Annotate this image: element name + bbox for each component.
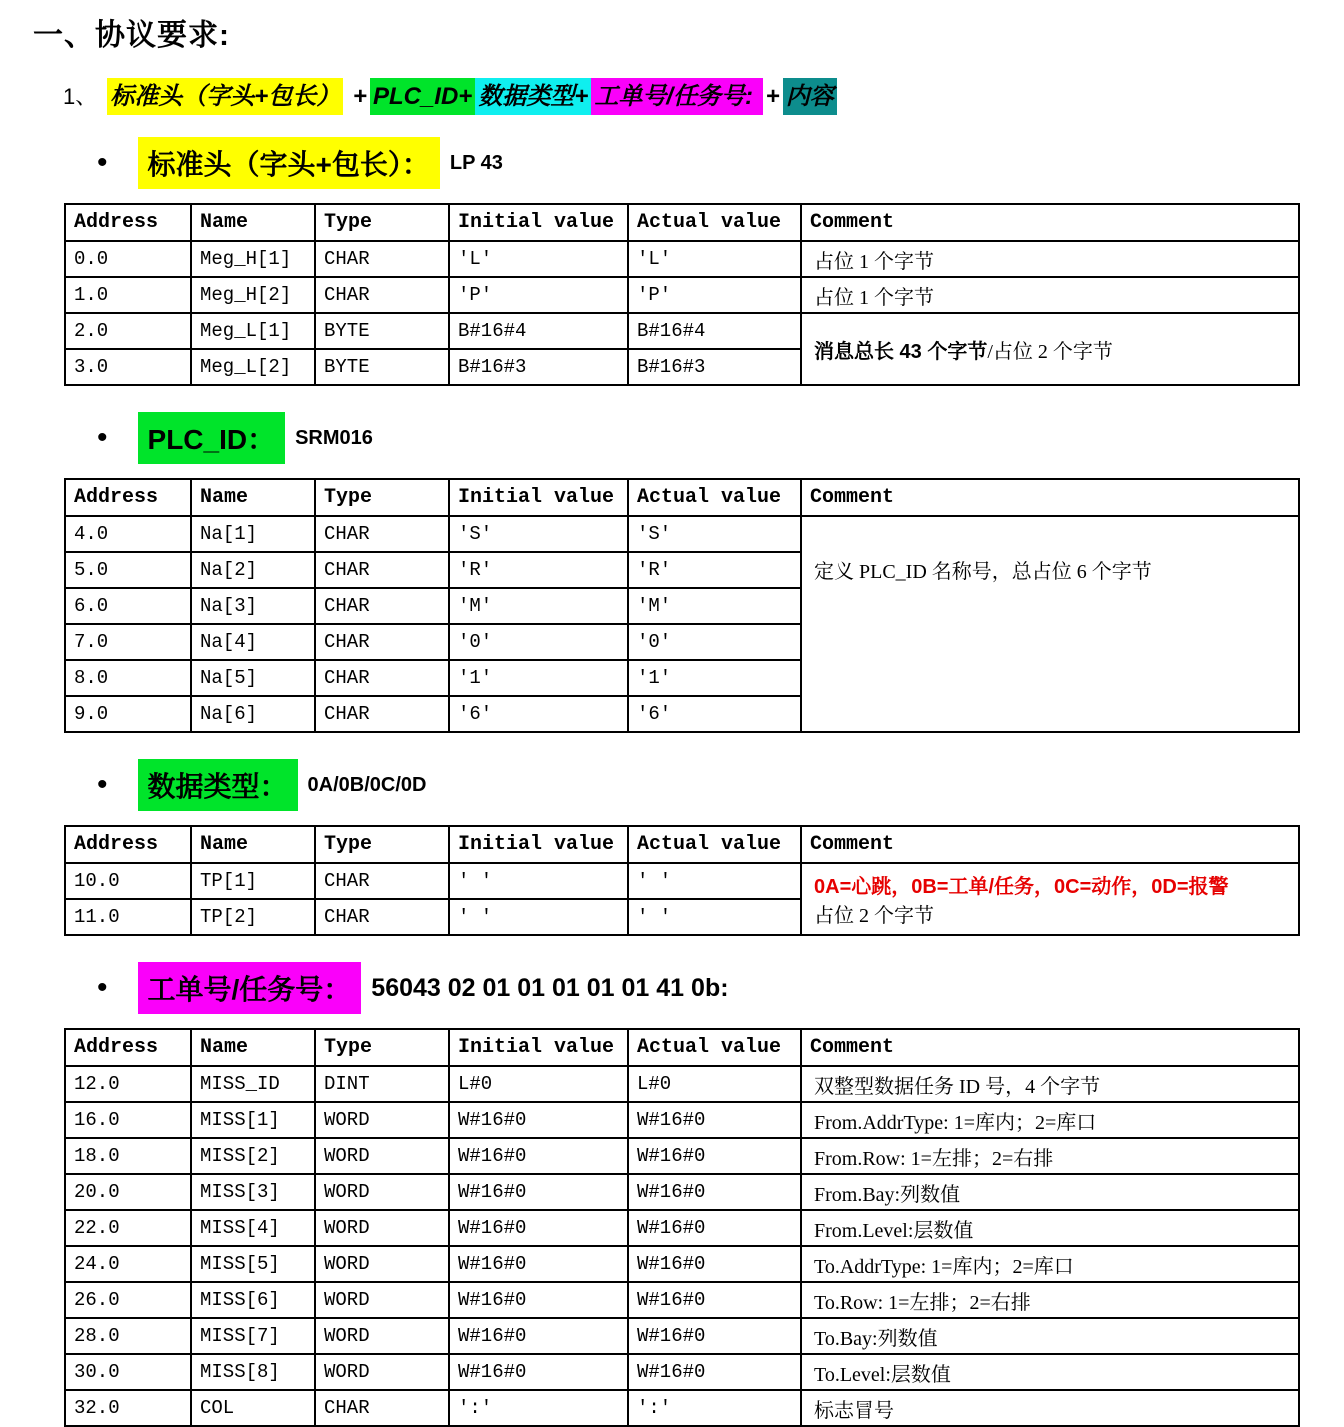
- section-heading: [97, 759, 1344, 811]
- column-header: Address: [65, 479, 191, 516]
- page-title: 一、协议要求:: [33, 19, 230, 52]
- comment-text: 消息总长 43 个字节: [814, 340, 988, 363]
- table-cell: 1.0: [65, 277, 191, 313]
- bullet-icon: •: [97, 421, 108, 454]
- comment-text: 占位 2 个字节: [814, 905, 934, 927]
- table-cell: 32.0: [65, 1390, 191, 1426]
- table-cell: 'P': [628, 277, 801, 313]
- formula-segment: 数据类型+: [475, 78, 591, 115]
- comment-text: From.Row: 1=左排；2=右排: [814, 1147, 1054, 1170]
- table-row: [65, 1174, 1299, 1210]
- table-cell: B#16#4: [628, 313, 801, 349]
- formula-segments: [107, 78, 836, 115]
- table-cell: 8.0: [65, 660, 191, 696]
- comment-cell: [801, 1102, 1299, 1138]
- table-cell: L#0: [449, 1066, 628, 1102]
- table-cell: '0': [628, 624, 801, 660]
- comment-text: From.Level:层数值: [814, 1219, 974, 1242]
- table-cell: 3.0: [65, 349, 191, 385]
- comment-text: To.Row: 1=左排；2=右排: [814, 1291, 1031, 1314]
- comment-text: 双整型数据任务 ID 号，4 个字节: [814, 1075, 1101, 1098]
- comment-cell: [801, 1210, 1299, 1246]
- comment-cell: [801, 516, 1299, 732]
- table-cell: 16.0: [65, 1102, 191, 1138]
- table-header-row: [65, 826, 1299, 863]
- table-cell: Meg_H[2]: [191, 277, 315, 313]
- table-cell: W#16#0: [628, 1174, 801, 1210]
- column-header: Initial value: [449, 826, 628, 863]
- section-value: 56043 02 01 01 01 01 01 41 0b:: [371, 973, 729, 1002]
- table-cell: 'R': [449, 552, 628, 588]
- table-cell: TP[1]: [191, 863, 315, 899]
- table-cell: ' ': [449, 899, 628, 935]
- formula-segment: PLC_ID+: [370, 78, 475, 115]
- column-header: Actual value: [628, 204, 801, 241]
- table-header-row: [65, 204, 1299, 241]
- table-cell: Na[2]: [191, 552, 315, 588]
- table-cell: 9.0: [65, 696, 191, 732]
- table-cell: W#16#0: [628, 1354, 801, 1390]
- bullet-icon: •: [97, 768, 108, 801]
- comment-cell: [801, 1066, 1299, 1102]
- table-cell: CHAR: [315, 588, 449, 624]
- table-cell: Na[4]: [191, 624, 315, 660]
- section-label: 数据类型：: [138, 759, 298, 811]
- table-cell: WORD: [315, 1246, 449, 1282]
- table-cell: COL: [191, 1390, 315, 1426]
- section-label: 工单号/任务号：: [138, 962, 362, 1014]
- table-cell: CHAR: [315, 1390, 449, 1426]
- table-cell: W#16#0: [449, 1138, 628, 1174]
- document: [0, 10, 1344, 1422]
- table-cell: W#16#0: [628, 1282, 801, 1318]
- table-cell: CHAR: [315, 277, 449, 313]
- table-cell: CHAR: [315, 241, 449, 277]
- comment-cell: [801, 863, 1299, 935]
- table-cell: MISS_ID: [191, 1066, 315, 1102]
- comment-text: 0A=心跳，0B=工单/任务，0C=动作，0D=报警: [814, 876, 1229, 898]
- column-header: Type: [315, 204, 449, 241]
- formula-segment: 标准头（字头+包长）: [107, 78, 343, 115]
- table-cell: WORD: [315, 1174, 449, 1210]
- table-cell: W#16#0: [628, 1138, 801, 1174]
- column-header: Comment: [801, 479, 1299, 516]
- bullet-icon: •: [97, 146, 108, 179]
- comment-cell: [801, 1174, 1299, 1210]
- formula-segment: +: [346, 83, 367, 110]
- table-header-row: [65, 1029, 1299, 1066]
- table-cell: WORD: [315, 1138, 449, 1174]
- section-value: SRM016: [295, 426, 373, 449]
- comment-text: 占位 1 个字节: [814, 286, 934, 309]
- table-cell: 'M': [449, 588, 628, 624]
- table-cell: 30.0: [65, 1354, 191, 1390]
- column-header: Comment: [801, 204, 1299, 241]
- table-cell: B#16#3: [449, 349, 628, 385]
- data-table: [64, 825, 1300, 936]
- table-row: [65, 1066, 1299, 1102]
- table-cell: 12.0: [65, 1066, 191, 1102]
- formula-segment: 工单号/任务号:: [591, 78, 762, 115]
- table-cell: B#16#4: [449, 313, 628, 349]
- table-cell: MISS[1]: [191, 1102, 315, 1138]
- table-cell: ' ': [449, 863, 628, 899]
- section-label: 标准头（字头+包长）：: [138, 137, 440, 189]
- table-cell: ' ': [628, 899, 801, 935]
- column-header: Type: [315, 479, 449, 516]
- table-cell: TP[2]: [191, 899, 315, 935]
- table-cell: ':': [628, 1390, 801, 1426]
- table-cell: ' ': [628, 863, 801, 899]
- table-cell: CHAR: [315, 552, 449, 588]
- table-cell: CHAR: [315, 516, 449, 552]
- comment-text: From.Bay:列数值: [814, 1183, 961, 1206]
- table-row: [65, 516, 1299, 552]
- table-cell: 5.0: [65, 552, 191, 588]
- table-cell: 26.0: [65, 1282, 191, 1318]
- column-header: Comment: [801, 826, 1299, 863]
- table-cell: Meg_H[1]: [191, 241, 315, 277]
- table-cell: 4.0: [65, 516, 191, 552]
- table-cell: Na[5]: [191, 660, 315, 696]
- bullet-icon: •: [97, 971, 108, 1004]
- comment-text: /占位 2 个字节: [987, 340, 1113, 363]
- column-header: Address: [65, 826, 191, 863]
- table-cell: ':': [449, 1390, 628, 1426]
- comment-cell: [801, 1138, 1299, 1174]
- table-cell: Na[6]: [191, 696, 315, 732]
- table-cell: 'S': [449, 516, 628, 552]
- table-cell: W#16#0: [449, 1174, 628, 1210]
- section: [0, 137, 1344, 386]
- comment-cell: [801, 313, 1299, 385]
- table-cell: WORD: [315, 1102, 449, 1138]
- section-label: PLC_ID：: [138, 412, 286, 464]
- table-cell: MISS[3]: [191, 1174, 315, 1210]
- table-cell: Meg_L[2]: [191, 349, 315, 385]
- comment-cell: [801, 1354, 1299, 1390]
- column-header: Initial value: [449, 204, 628, 241]
- table-cell: MISS[5]: [191, 1246, 315, 1282]
- table-cell: 22.0: [65, 1210, 191, 1246]
- table-cell: BYTE: [315, 313, 449, 349]
- table-cell: 'M': [628, 588, 801, 624]
- comment-text: To.Bay:列数值: [814, 1327, 938, 1350]
- table-cell: CHAR: [315, 660, 449, 696]
- data-table: [64, 1028, 1300, 1427]
- section-heading: [97, 137, 1344, 189]
- column-header: Actual value: [628, 479, 801, 516]
- table-cell: MISS[7]: [191, 1318, 315, 1354]
- table-cell: MISS[4]: [191, 1210, 315, 1246]
- comment-text: 定义 PLC_ID 名称号，总占位 6 个字节: [814, 561, 1152, 583]
- table-row: [65, 313, 1299, 349]
- column-header: Comment: [801, 1029, 1299, 1066]
- comment-cell: [801, 1318, 1299, 1354]
- table-cell: MISS[8]: [191, 1354, 315, 1390]
- formula-segment: 内容: [783, 78, 837, 115]
- table-cell: W#16#0: [449, 1246, 628, 1282]
- table-row: [65, 277, 1299, 313]
- table-cell: CHAR: [315, 899, 449, 935]
- section-heading: [97, 412, 1344, 464]
- table-cell: 'L': [449, 241, 628, 277]
- data-table: [64, 478, 1300, 733]
- column-header: Type: [315, 1029, 449, 1066]
- table-cell: DINT: [315, 1066, 449, 1102]
- table-cell: '6': [628, 696, 801, 732]
- table-row: [65, 1282, 1299, 1318]
- table-cell: W#16#0: [449, 1282, 628, 1318]
- table-cell: WORD: [315, 1210, 449, 1246]
- formula-segment: +: [765, 83, 780, 110]
- table-cell: BYTE: [315, 349, 449, 385]
- table-cell: CHAR: [315, 863, 449, 899]
- column-header: Initial value: [449, 1029, 628, 1066]
- table-cell: '0': [449, 624, 628, 660]
- column-header: Actual value: [628, 1029, 801, 1066]
- table-cell: '6': [449, 696, 628, 732]
- table-cell: W#16#0: [449, 1354, 628, 1390]
- comment-text: To.Level:层数值: [814, 1363, 951, 1386]
- table-cell: W#16#0: [449, 1318, 628, 1354]
- comment-cell: [801, 1282, 1299, 1318]
- table-cell: Meg_L[1]: [191, 313, 315, 349]
- table-cell: WORD: [315, 1354, 449, 1390]
- data-table: [64, 203, 1300, 386]
- table-header-row: [65, 479, 1299, 516]
- column-header: Name: [191, 204, 315, 241]
- column-header: Type: [315, 826, 449, 863]
- table-row: [65, 1318, 1299, 1354]
- table-row: [65, 1390, 1299, 1426]
- table-cell: 10.0: [65, 863, 191, 899]
- comment-cell: [801, 1390, 1299, 1426]
- table-cell: 11.0: [65, 899, 191, 935]
- table-cell: W#16#0: [628, 1318, 801, 1354]
- table-cell: '1': [449, 660, 628, 696]
- table-cell: MISS[2]: [191, 1138, 315, 1174]
- table-cell: W#16#0: [628, 1246, 801, 1282]
- table-row: [65, 1210, 1299, 1246]
- comment-text: To.AddrType: 1=库内；2=库口: [814, 1255, 1074, 1278]
- column-header: Name: [191, 479, 315, 516]
- section-heading: [97, 962, 1344, 1014]
- column-header: Address: [65, 1029, 191, 1066]
- table-cell: W#16#0: [449, 1102, 628, 1138]
- section-value: LP 43: [449, 151, 503, 174]
- table-row: [65, 1354, 1299, 1390]
- table-cell: MISS[6]: [191, 1282, 315, 1318]
- table-cell: B#16#3: [628, 349, 801, 385]
- comment-cell: [801, 1246, 1299, 1282]
- comment-cell: [801, 277, 1299, 313]
- column-header: Name: [191, 826, 315, 863]
- table-cell: 28.0: [65, 1318, 191, 1354]
- table-row: [65, 1246, 1299, 1282]
- table-row: [65, 863, 1299, 899]
- table-cell: 24.0: [65, 1246, 191, 1282]
- section: [0, 412, 1344, 733]
- table-cell: 'P': [449, 277, 628, 313]
- table-cell: 'R': [628, 552, 801, 588]
- table-cell: '1': [628, 660, 801, 696]
- table-row: [65, 241, 1299, 277]
- comment-text: 标志冒号: [814, 1399, 894, 1422]
- table-cell: WORD: [315, 1318, 449, 1354]
- comment-text: 占位 1 个字节: [814, 250, 934, 273]
- table-cell: W#16#0: [449, 1210, 628, 1246]
- table-cell: W#16#0: [628, 1210, 801, 1246]
- section: [0, 962, 1344, 1427]
- table-row: [65, 1102, 1299, 1138]
- column-header: Initial value: [449, 479, 628, 516]
- section-value: 0A/0B/0C/0D: [307, 773, 427, 796]
- table-cell: L#0: [628, 1066, 801, 1102]
- protocol-formula: [63, 76, 1344, 111]
- table-cell: CHAR: [315, 624, 449, 660]
- sections: [0, 137, 1344, 1427]
- table-cell: CHAR: [315, 696, 449, 732]
- comment-text: From.AddrType: 1=库内；2=库口: [814, 1111, 1097, 1134]
- column-header: Name: [191, 1029, 315, 1066]
- column-header: Address: [65, 204, 191, 241]
- table-cell: 'L': [628, 241, 801, 277]
- table-cell: 18.0: [65, 1138, 191, 1174]
- table-cell: W#16#0: [628, 1102, 801, 1138]
- section: [0, 759, 1344, 936]
- table-cell: Na[1]: [191, 516, 315, 552]
- column-header: Actual value: [628, 826, 801, 863]
- table-row: [65, 1138, 1299, 1174]
- table-cell: 6.0: [65, 588, 191, 624]
- table-cell: Na[3]: [191, 588, 315, 624]
- formula-number: 1、: [63, 84, 98, 109]
- table-cell: 0.0: [65, 241, 191, 277]
- table-cell: 20.0: [65, 1174, 191, 1210]
- table-cell: 2.0: [65, 313, 191, 349]
- table-cell: 'S': [628, 516, 801, 552]
- table-cell: WORD: [315, 1282, 449, 1318]
- comment-cell: [801, 241, 1299, 277]
- table-cell: 7.0: [65, 624, 191, 660]
